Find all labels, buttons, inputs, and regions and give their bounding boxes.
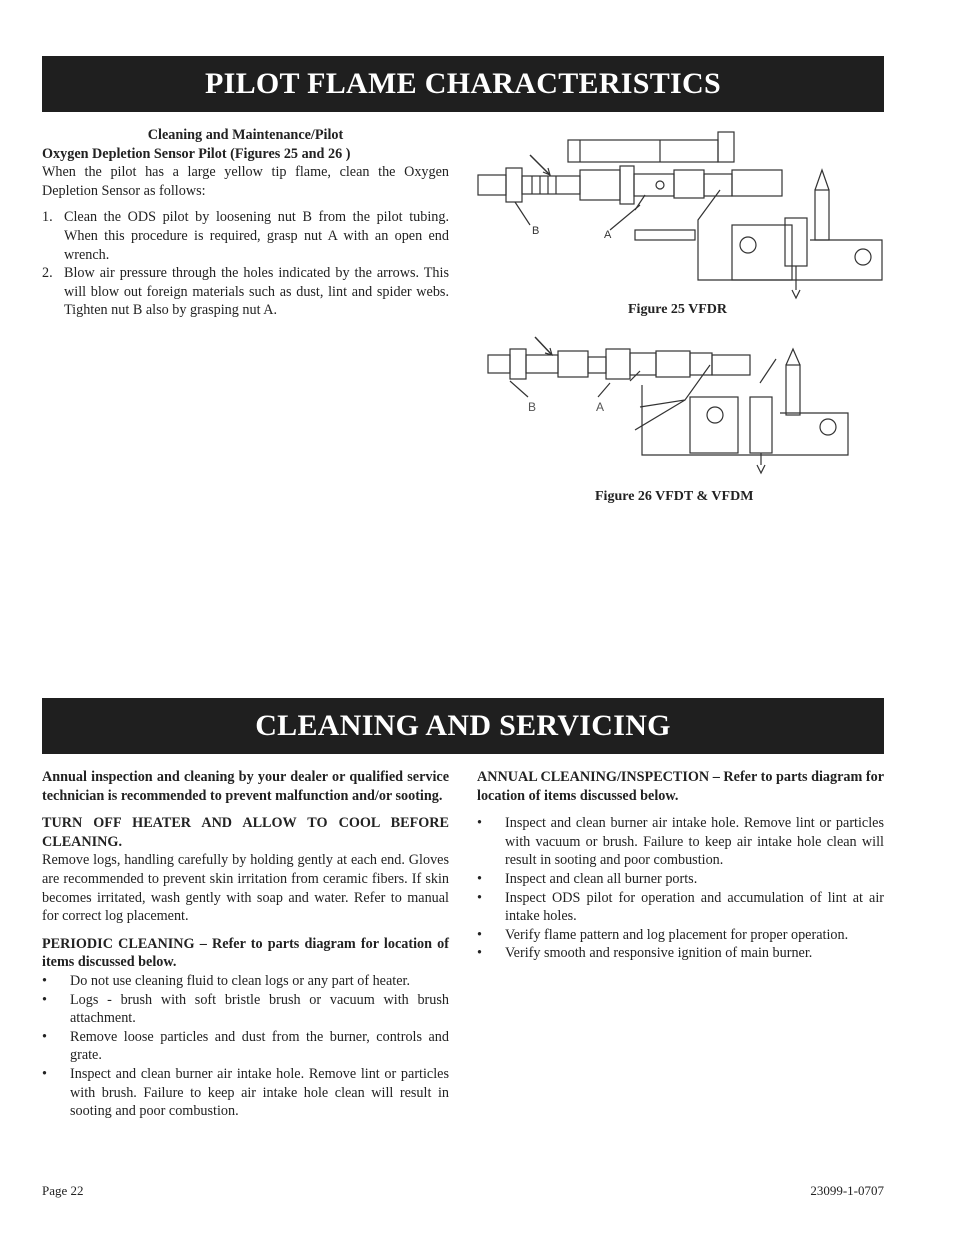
figure-26-caption: Figure 26 VFDT & VFDM [595, 489, 754, 504]
figure-26-pilot-drawing [480, 335, 860, 475]
figure-26-label-b: B [528, 400, 537, 414]
periodic-cleaning-list [42, 972, 449, 1121]
pilot-flame-title: PILOT FLAME CHARACTERISTICS [42, 56, 884, 112]
page-number: Page 22 [42, 1183, 84, 1198]
figure-26-label-a: A [596, 400, 605, 414]
step-number: 2. [42, 265, 53, 282]
annual-inspection-note: Annual inspection and cleaning by your dealer or qualified service technician is recommended to prevent malfunction and/or sooting. [42, 769, 449, 804]
pilot-heading-1: Cleaning and Maintenance/Pilot [147, 127, 344, 143]
list-item: • Inspect and clean burner air intake hole. Remove lint or particles with brush. Failure to keep air intake hole clean will result in sooting and poor combustion. [42, 1065, 449, 1121]
cleaning-servicing-title: CLEANING AND SERVICING [42, 698, 884, 754]
figure-25-label-b: B [532, 225, 540, 237]
pilot-intro: When the pilot has a large yellow tip flame, clean the Oxygen Depletion Sensor as follows: [42, 164, 449, 199]
pilot-heading-2: Oxygen Depletion Sensor Pilot (Figures 25 and 26 ) [42, 145, 351, 162]
cleaning-left-column [42, 768, 449, 1121]
list-item: • Inspect and clean all burner ports. [477, 870, 884, 889]
pilot-step [42, 208, 449, 264]
figure-25-label-a: A [604, 229, 612, 241]
cleaning-right-column [477, 768, 884, 963]
list-item: • Do not use cleaning fluid to clean logs or any part of heater. [42, 972, 449, 991]
step-text: Clean the ODS pilot by loosening nut B from the pilot tubing. When this procedure is required, grasp nut A with an open end wrench. [64, 209, 449, 263]
list-item: • Inspect and clean burner air intake hole. Remove lint or particles with vacuum or brush. Failure to keep air intake hole clean will result in sooting and poor combustion. [477, 814, 884, 870]
pilot-cleaning-text [42, 126, 449, 320]
annual-cleaning-heading: ANNUAL CLEANING/INSPECTION – Refer to parts diagram for location of items discussed below. [477, 769, 884, 804]
annual-cleaning-list [477, 814, 884, 963]
figure-25-pilot-drawing [470, 130, 890, 300]
step-number: 1. [42, 209, 53, 226]
figure-25-caption: Figure 25 VFDR [628, 302, 728, 317]
list-item: • Logs - brush with soft bristle brush or vacuum with brush attachment. [42, 991, 449, 1028]
document-number: 23099-1-0707 [810, 1183, 884, 1198]
list-item: • Remove loose particles and dust from the burner, controls and grate. [42, 1028, 449, 1065]
log-handling-text: Remove logs, handling carefully by holding gently at each end. Gloves are recommended to prevent skin irritation from ceramic fibers. If skin becomes irritated, wash gently with soap and water. Refer to manual for correct log placement. [42, 852, 449, 925]
list-item: • Verify flame pattern and log placement for proper operation. [477, 926, 884, 945]
list-item: • Verify smooth and responsive ignition of main burner. [477, 944, 884, 963]
list-item: • Inspect ODS pilot for operation and accumulation of lint at air intake holes. [477, 889, 884, 926]
pilot-steps [42, 208, 449, 320]
step-text: Blow air pressure through the holes indicated by the arrows. This will blow out foreign materials such as dust, lint and spider webs. Tighten nut B also by grasping nut A. [64, 265, 449, 319]
turn-off-warning: TURN OFF HEATER AND ALLOW TO COOL BEFORE CLEANING. [42, 815, 449, 850]
pilot-step [42, 264, 449, 320]
periodic-cleaning-heading: PERIODIC CLEANING – Refer to parts diagram for location of items discussed below. [42, 935, 449, 971]
